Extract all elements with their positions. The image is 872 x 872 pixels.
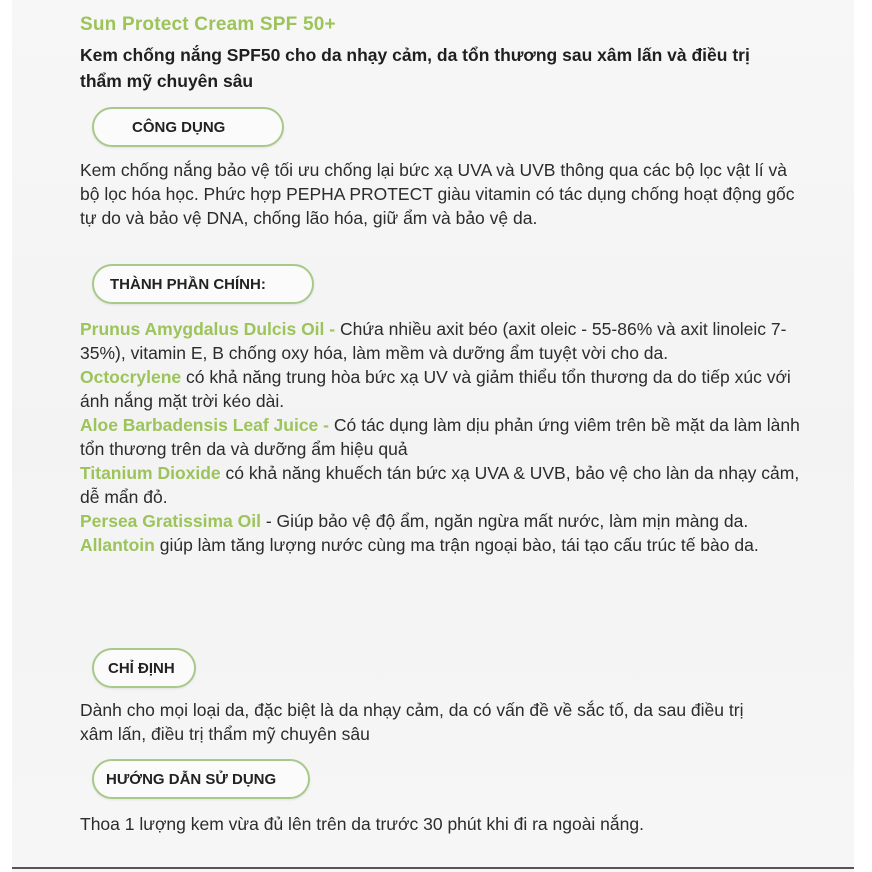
ingredient-item	[80, 509, 810, 533]
ingredient-item	[80, 533, 810, 557]
section-label-ingredients	[92, 264, 314, 304]
ingredient-name: Octocrylene	[80, 367, 182, 387]
section-label-uses-text: CÔNG DỤNG	[132, 118, 226, 136]
ingredient-desc: giúp làm tăng lượng nước cùng ma trận ngoại bào, tái tạo cấu trúc tế bào da.	[154, 535, 759, 555]
section-label-uses	[92, 107, 284, 147]
section-label-indication	[92, 648, 196, 688]
uses-paragraph: Kem chống nắng bảo vệ tối ưu chống lại bức xạ UVA và UVB thông qua các bộ lọc vật lí và bộ lọc hóa học. Phức hợp PEPHA PROTECT giàu vitamin có tác dụng chống hoạt động gốc tự do và bảo vệ DNA, chống lão hóa, giữ ẩm và bảo vệ da.	[80, 160, 795, 228]
ingredient-name: Aloe Barbadensis Leaf Juice -	[80, 415, 329, 435]
ingredient-desc: có khả năng trung hòa bức xạ UV và giảm thiểu tổn thương da do tiếp xúc với ánh nắng mặt trời kéo dài.	[80, 367, 791, 411]
ingredient-desc: Chứa nhiều axit béo (axit oleic - 55-86% và axit linoleic 7-35%), vitamin E, B chống oxy hóa, làm mềm và dưỡng ẩm tuyệt vời cho da.	[80, 319, 787, 363]
product-title: Sun Protect Cream SPF 50+	[80, 14, 336, 35]
bottom-divider	[12, 867, 854, 869]
section-label-usage-text: HƯỚNG DẪN SỬ DỤNG	[106, 770, 277, 788]
ingredient-item	[80, 317, 810, 365]
product-subtitle: Kem chống nắng SPF50 cho da nhạy cảm, da tổn thương sau xâm lấn và điều trị thẩm mỹ chuyên sâu	[80, 45, 750, 91]
indication-paragraph: Dành cho mọi loại da, đặc biệt là da nhạy cảm, da có vấn đề về sắc tố, da sau điều trị xâm lấn, điều trị thẩm mỹ chuyên sâu	[80, 700, 744, 744]
ingredient-name: Titanium Dioxide	[80, 463, 221, 483]
ingredient-desc: có khả năng khuếch tán bức xạ UVA & UVB, bảo vệ cho làn da nhạy cảm, dễ mẩn đỏ.	[80, 463, 800, 507]
ingredient-desc: - Giúp bảo vệ độ ẩm, ngăn ngừa mất nước, làm mịn màng da.	[260, 511, 749, 531]
ingredient-desc: Có tác dụng làm dịu phản ứng viêm trên bề mặt da làm lành tổn thương trên da và dưỡng ẩm hiệu quả	[80, 415, 800, 459]
ingredient-name: Persea Gratissima Oil	[80, 511, 261, 531]
ingredient-name: Allantoin	[80, 535, 155, 555]
section-label-usage	[92, 759, 310, 799]
section-label-indication-text: CHỈ ĐỊNH	[108, 659, 175, 677]
ingredient-item	[80, 413, 810, 461]
ingredient-item	[80, 461, 810, 509]
usage-paragraph: Thoa 1 lượng kem vừa đủ lên trên da trước 30 phút khi đi ra ngoài nắng.	[80, 814, 644, 834]
ingredient-item	[80, 365, 810, 413]
section-label-ingredients-text: THÀNH PHẦN CHÍNH:	[110, 275, 266, 293]
ingredients-list	[80, 317, 810, 557]
ingredient-name: Prunus Amygdalus Dulcis Oil -	[80, 319, 336, 339]
